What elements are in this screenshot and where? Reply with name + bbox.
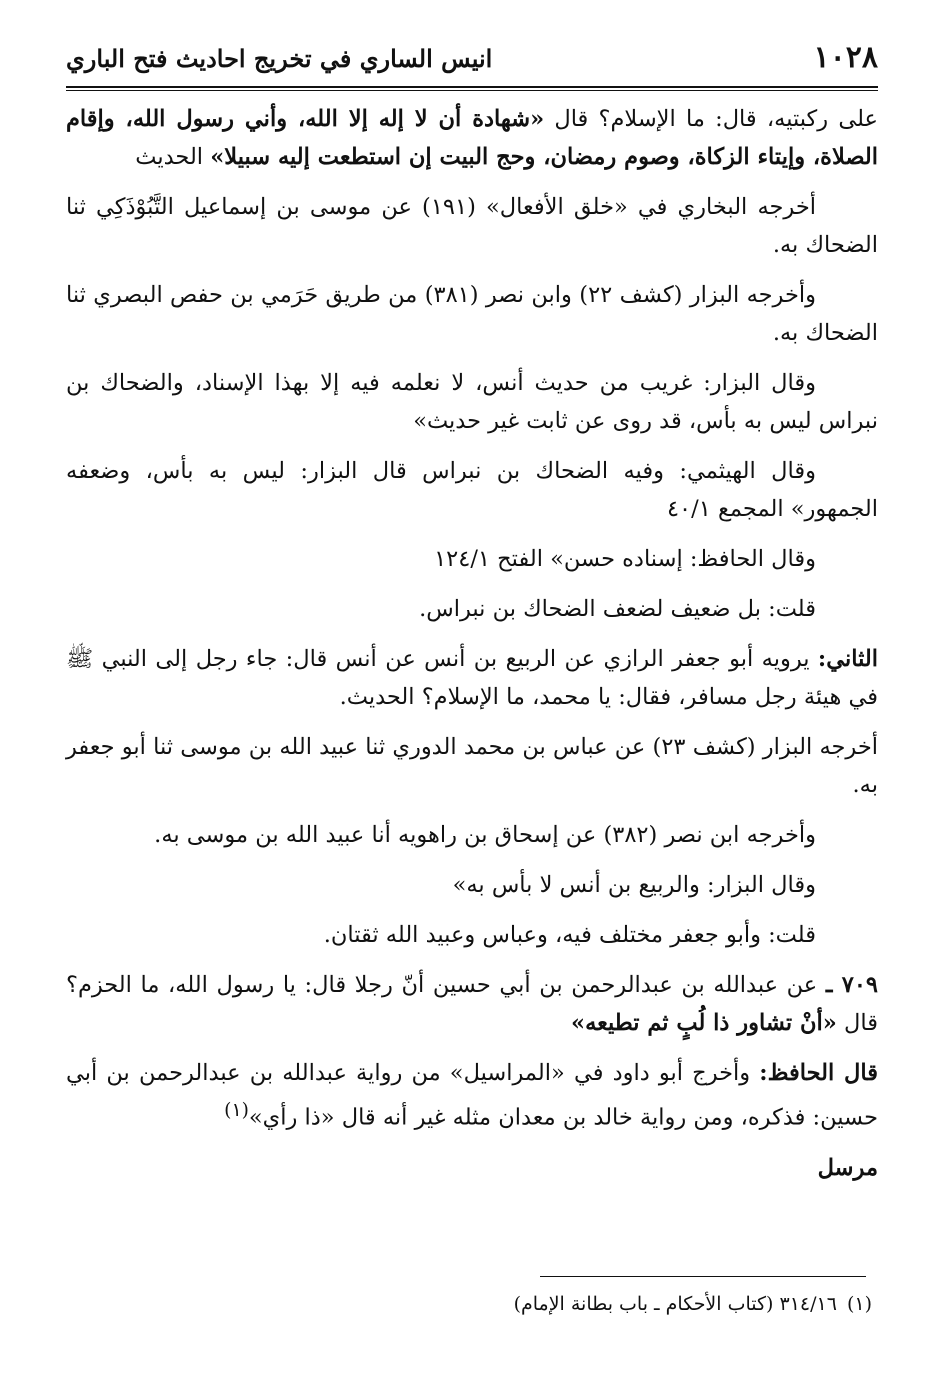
hadith-quote: «شهادة أن لا إله إلا الله، وأني رسول الله، وإقام الصلاة، وإيتاء الزكاة، وصوم رمضان، وحج البيت إن استطعت إليه سبيلا» <box>66 106 878 170</box>
hafiz-text: وأخرج أبو داود في «المراسيل» من رواية عبدالله بن عبدالرحمن بن أبي حسين: فذكره، ومن رواية خالد بن معدان مثله غير أنه قال «ذا رأي» <box>66 1060 878 1131</box>
hadith-number: ٧٠٩ ـ <box>825 972 878 998</box>
paragraph-bazzar-source-2: أخرجه البزار (كشف ٢٣) عن عباس بن محمد الدوري ثنا عبيد الله بن موسى ثنا أبو جعفر به. <box>66 734 878 798</box>
page-number: ١٠٢٨ <box>813 40 878 75</box>
hadith-tail: الحديث <box>135 144 211 170</box>
paragraph-hadith-text <box>66 100 878 176</box>
footnote-reference[interactable]: (١) <box>224 1100 249 1121</box>
running-title: انيس الساري في تخريج احاديث فتح الباري <box>66 44 493 73</box>
paragraph-bazzar-comment: وقال البزار: غريب من حديث أنس، لا نعلمه فيه إلا بهذا الإسناد، والضحاك بن نبراس ليس به بأس، قد روى عن ثابت غير حديث» <box>66 370 878 434</box>
paragraph-second-chain <box>66 640 878 716</box>
paragraph-bazzar-comment-2: وقال البزار: والربيع بن أنس لا بأس به» <box>452 872 816 898</box>
paragraph-ibn-nasr-source: وأخرجه ابن نصر (٣٨٢) عن إسحاق بن راهويه أنا عبيد الله بن موسى به. <box>154 822 816 848</box>
paragraph-bazzar-source: وأخرجه البزار (كشف ٢٢) وابن نصر (٣٨١) من طريق حَرَمي بن حفص البصري ثنا الضحاك به. <box>66 282 878 346</box>
paragraph-bukhari-source: أخرجه البخاري في «خلق الأفعال» (١٩١) عن موسى بن إسماعيل التَّبُوْذَكِي ثنا الضحاك به. <box>66 194 878 258</box>
main-text <box>66 100 878 1199</box>
paragraph-hadith-709 <box>66 966 878 1042</box>
paragraph-hafiz-statement <box>66 1054 878 1137</box>
footnote-text: ٣١٤/١٦ (كتاب الأحكام ـ باب بطانة الإمام) <box>513 1293 837 1315</box>
header-rule <box>66 86 878 91</box>
verdict-label: مرسل <box>817 1154 878 1181</box>
hadith-709-text: عن عبدالله بن عبدالرحمن بن أبي حسين أنّ رجلا قال: يا رسول الله، ما الحزم؟ قال <box>66 972 878 1036</box>
hadith-709-quote: «أنْ تشاور ذا لُبٍ ثم تطيعه» <box>571 1010 837 1036</box>
paragraph-haythami-comment: وقال الهيثمي: وفيه الضحاك بن نبراس قال البزار: ليس به بأس، وضعفه الجمهور» المجمع ٤٠/١ <box>66 458 878 522</box>
paragraph-author-note: قلت: بل ضعيف لضعف الضحاك بن نبراس. <box>419 596 816 622</box>
footnote-marker: (١) <box>846 1293 872 1315</box>
hadith-context: على ركبتيه، قال: ما الإسلام؟ قال <box>544 106 878 132</box>
footnote <box>400 1290 872 1318</box>
paragraph-author-note-2: قلت: وأبو جعفر مختلف فيه، وعباس وعبيد الله ثقتان. <box>323 922 816 948</box>
footnote-rule <box>540 1276 866 1277</box>
page-header <box>66 40 878 84</box>
second-chain-lead: الثاني: <box>817 646 878 672</box>
second-chain-text: يرويه أبو جعفر الرازي عن الربيع بن أنس عن أنس قال: جاء رجل إلى النبي ﷺ في هيئة رجل مسافر، فقال: يا محمد، ما الإسلام؟ الحديث. <box>66 646 878 710</box>
paragraph-hafiz-comment: وقال الحافظ: إسناده حسن» الفتح ١٢٤/١ <box>434 546 816 572</box>
hafiz-lead: قال الحافظ: <box>759 1060 878 1086</box>
